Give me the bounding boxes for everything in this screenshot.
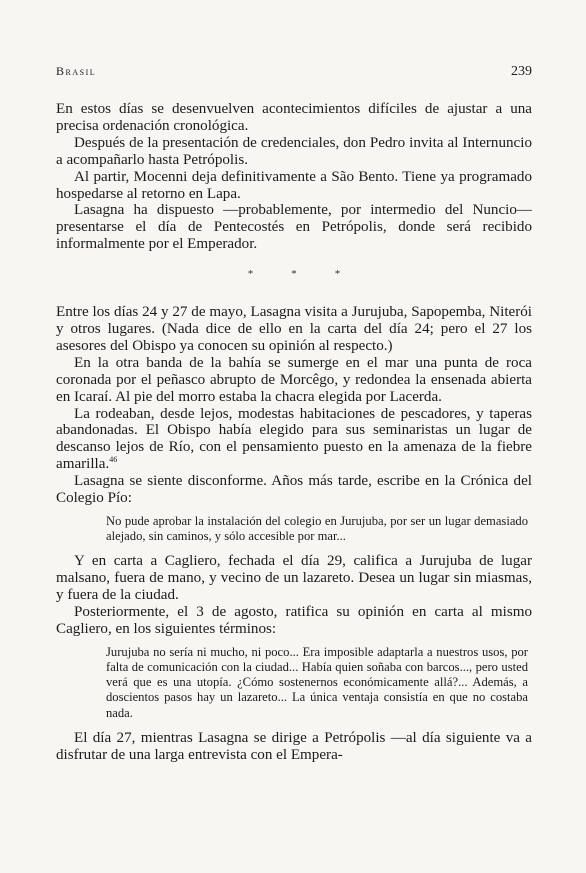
page-body — [56, 101, 532, 764]
paragraph: En estos días se desenvuelven acontecimientos difíciles de ajustar a una precisa ordenación cronológica. — [56, 101, 532, 134]
paragraph: Después de la presentación de credenciales, don Pedro invita al Internuncio a acompañarlo hasta Petrópolis. — [56, 134, 532, 168]
paragraph: Posteriormente, el 3 de agosto, ratifica su opinión en carta al mismo Cagliero, en los siguientes términos: — [56, 604, 532, 637]
paragraph: Al partir, Mocenni deja definitivamente a São Bento. Tiene ya programado hospedarse al retorno en Lapa. — [56, 168, 532, 202]
paragraph: El día 27, mientras Lasagna se dirige a Petrópolis —al día siguiente va a disfrutar de una larga entrevista con el Empera- — [56, 729, 532, 763]
page-number: 239 — [511, 64, 532, 79]
paragraph: Y en carta a Cagliero, fechada el día 29, califica a Jurujuba de lugar malsano, fuera de mano, y vecino de un lazareto. Desea un lugar sin miasmas, y fuera de la ciudad. — [56, 553, 532, 604]
running-title: Brasil — [56, 64, 97, 78]
page-header — [56, 64, 532, 80]
asterisk: * — [247, 268, 292, 281]
asterisk: * — [291, 268, 335, 281]
paragraph: En la otra banda de la bahía se sumerge en el mar una punta de roca coronada por el peñasco abrupto de Morcêgo, y redondea la ensenada abierta en Icaraí. Al pie del morro estaba la chacra elegida por Lacerda. — [56, 354, 532, 405]
block-quote: No pude aprobar la instalación del colegio en Jurujuba, por ser un lugar demasiado alejado, sin caminos, y sólo accesible por mar... — [106, 513, 528, 544]
paragraph — [56, 406, 532, 474]
footnote-marker: 46 — [109, 455, 118, 465]
paragraph: Entre los días 24 y 27 de mayo, Lasagna visita a Jurujuba, Sapopemba, Niterói y otros lugares. (Nada dice de ello en la carta del día 24; pero el 27 los asesores del Obispo ya conocen su opinión al respecto.) — [56, 304, 532, 354]
paragraph-text: La rodeaban, desde lejos, modestas habitaciones de pescadores, y taperas abandonadas. El Obispo había elegido para sus seminaristas un lugar de descanso lejos de Río, con el pensamiento puesto en la amenaza de la fiebre amarilla. — [56, 405, 532, 473]
block-quote: Jurujuba no sería ni mucho, ni poco... Era imposible adaptarla a nuestros usos, por falta de comunicación con la ciudad... Había quien soñaba con barcos..., pero usted verá que es una utopía. ¿Cómo sostenernos económicamente allá?... Además, a doscientos pasos hay un lazareto... La única ventaja consistía en que no costaba nada. — [106, 644, 528, 720]
paragraph: Lasagna ha dispuesto —probablemente, por intermedio del Nuncio— presentarse el día de Pentecostés en Petrópolis, donde será recibido informalmente por el Emperador. — [56, 202, 532, 253]
asterisk: * — [334, 268, 379, 281]
paragraph: Lasagna se siente disconforme. Años más tarde, escribe en la Crónica del Colegio Pío: — [56, 473, 532, 507]
section-separator — [94, 266, 532, 283]
